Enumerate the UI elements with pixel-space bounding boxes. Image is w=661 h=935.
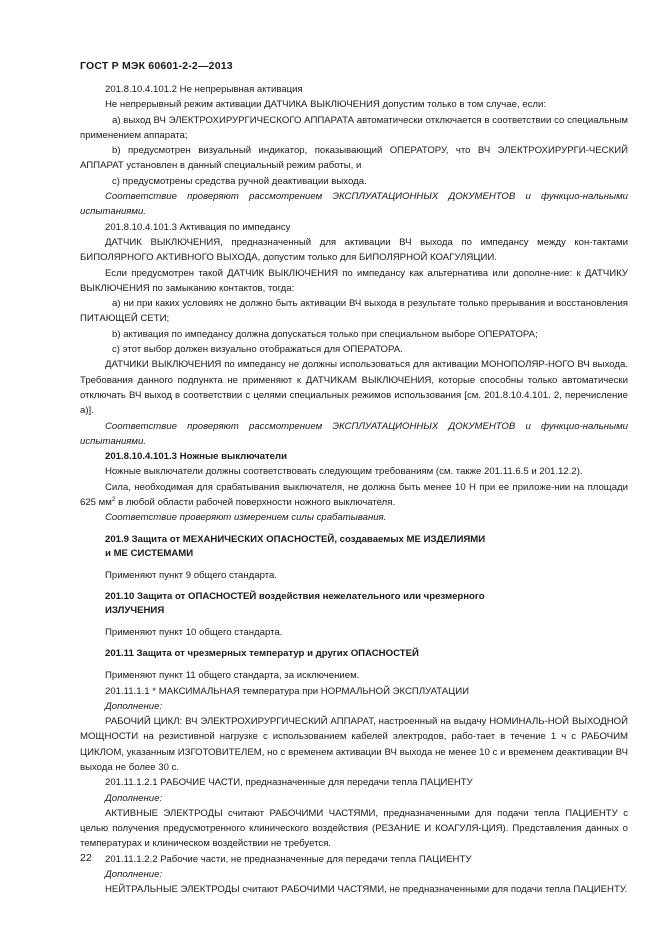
- compliance-note: Соответствие проверяют рассмотрением ЭКСПЛУАТАЦИОННЫХ ДОКУМЕНТОВ и функцио-нальными испытаниями.: [80, 420, 628, 447]
- clause-heading: 201.11.1.2.1 РАБОЧИЕ ЧАСТИ, предназначенные для передачи тепла ПАЦИЕНТУ: [105, 777, 473, 789]
- paragraph: Если предусмотрен такой ДАТЧИК ВЫКЛЮЧЕНИЯ по импедансу как альтернатива или дополне-ние: к ДАТЧИКУ ВЫКЛЮЧЕНИЯ по замыканию контактов, тогда:: [80, 267, 628, 294]
- section-title-line: и МЕ СИСТЕМАМИ: [105, 547, 194, 559]
- page-body: [80, 82, 628, 898]
- paragraph: Применяют пункт 9 общего стандарта.: [105, 569, 278, 581]
- section-title-line: 201.10 Защита от ОПАСНОСТЕЙ воздействия нежелательного или чрезмерного: [105, 590, 485, 602]
- section-title-line: ИЗЛУЧЕНИЯ: [105, 604, 165, 616]
- section-title-line: 201.9 Защита от МЕХАНИЧЕСКИХ ОПАСНОСТЕЙ, создаваемых МЕ ИЗДЕЛИЯМИ: [105, 533, 486, 545]
- paragraph: ДАТЧИК ВЫКЛЮЧЕНИЯ, предназначенный для активации ВЧ выхода по импедансу между кон-тактами БИПОЛЯРНОГО АКТИВНОГО ВЫХОДА, допустим только для БИПОЛЯРНОЙ КОАГУЛЯЦИИ.: [80, 236, 628, 264]
- list-item: b) предусмотрен визуальный индикатор, показывающий ОПЕРАТОРУ, что ВЧ ЭЛЕКТРОХИРУРГИ-ЧЕСКИЙ АППАРАТ установлен в данный специальный режим работы, и: [80, 145, 628, 172]
- paragraph: ДАТЧИКИ ВЫКЛЮЧЕНИЯ по импедансу не должны использоваться для активации МОНОПОЛЯР-НОГО ВЧ выхода. Требования данного подпункта не применяют к ДАТЧИКАМ ВЫКЛЮЧЕНИЯ, которые способны только автоматически отключать ВЧ выход в соответствии с целями специальных режимов использования [см. 201.8.10.4.101. 2, перечисление а)].: [80, 359, 628, 417]
- page-number: 22: [80, 852, 92, 864]
- clause-heading: 201.11.1.2.2 Рабочие части, не предназначенные для передачи тепла ПАЦИЕНТУ: [105, 853, 472, 865]
- paragraph: РАБОЧИЙ ЦИКЛ: ВЧ ЭЛЕКТРОХИРУРГИЧЕСКИЙ АППАРАТ, настроенный на выдачу НОМИНАЛЬ-НОЙ ВЫХОДНОЙ МОЩНОСТИ на резистивной нагрузке с использованием кабелей электродов, рабо-тает в течение 1 ч с РАБОЧИМ ЦИКЛОМ, указанным ИЗГОТОВИТЕЛЕМ, но с временем активации ВЧ выхода не менее 10 с и временем деактивации ВЧ выхода не более 30 с.: [80, 716, 628, 773]
- paragraph: Применяют пункт 11 общего стандарта, за исключением.: [105, 670, 360, 682]
- paragraph: АКТИВНЫЕ ЭЛЕКТРОДЫ считают РАБОЧИМИ ЧАСТЯМИ, предназначенными для подачи тепла ПАЦИЕНТУ с целью получения предусмотренного клинического воздействия (РЕЗАНИЕ И КОАГУЛЯ-ЦИЯ). Представления данных о температурах и клиническом воздействии не требуется.: [80, 807, 628, 850]
- list-item: c) этот выбор должен визуально отображаться для ОПЕРАТОРА.: [112, 344, 403, 356]
- clause-heading: 201.8.10.4.101.3 Ножные выключатели: [105, 451, 287, 463]
- section-heading-201-10: [80, 590, 628, 618]
- addition-label: Дополнение:: [105, 700, 163, 712]
- paragraph: НЕЙТРАЛЬНЫЕ ЭЛЕКТРОДЫ считают РАБОЧИМИ ЧАСТЯМИ, не предназначенными для подачи тепла ПАЦИЕНТУ.: [105, 884, 628, 896]
- addition-label: Дополнение:: [105, 869, 163, 881]
- paragraph: Ножные выключатели должны соответствовать следующим требованиям (см. также 201.11.6.5 и 201.12.2).: [105, 466, 583, 478]
- section-heading-201-9: [80, 533, 628, 561]
- document-header: ГОСТ Р МЭК 60601-2-2—2013: [80, 60, 233, 72]
- compliance-note: Соответствие проверяют рассмотрением ЭКСПЛУАТАЦИОННЫХ ДОКУМЕНТОВ и функцио-нальными испытаниями.: [80, 191, 628, 218]
- clause-heading: 201.8.10.4.101.3 Активация по импедансу: [105, 221, 291, 233]
- clause-heading: 201.11.1.1 * МАКСИМАЛЬНАЯ температура при НОРМАЛЬНОЙ ЭКСПЛУАТАЦИИ: [105, 685, 470, 697]
- list-item: a) ни при каких условиях не должно быть активации ВЧ выхода в результате только прерывания и восстановления ПИТАЮЩЕЙ СЕТИ;: [80, 298, 628, 325]
- addition-label: Дополнение:: [105, 792, 163, 804]
- force-text: Сила, необходимая для срабатывания выключателя, не должна быть менее 10 Н при ее приложе-нии на площади 625 мм: [80, 481, 628, 509]
- list-item: b) активация по импедансу должна допускаться только при специальном выборе ОПЕРАТОРА;: [112, 328, 538, 340]
- clause-heading: 201.8.10.4.101.2 Не непрерывная активация: [105, 84, 303, 95]
- list-item: a) выход ВЧ ЭЛЕКТРОХИРУРГИЧЕСКОГО АППАРАТА автоматически отключается в соответствии со специальным применением аппарата;: [80, 114, 628, 141]
- section-heading-201-11: [80, 647, 628, 661]
- force-text-end: в любой области рабочей поверхности ножного выключателя.: [115, 497, 396, 509]
- compliance-note: Соответствие проверяют измерением силы срабатывания.: [105, 512, 387, 524]
- paragraph: [80, 480, 628, 511]
- paragraph: Применяют пункт 10 общего стандарта.: [105, 626, 283, 638]
- section-title-line: 201.11 Защита от чрезмерных температур и других ОПАСНОСТЕЙ: [105, 648, 419, 660]
- list-item: c) предусмотрены средства ручной деактивации выхода.: [112, 175, 367, 187]
- superscript: 2: [111, 495, 116, 503]
- paragraph: Не непрерывный режим активации ДАТЧИКА ВЫКЛЮЧЕНИЯ допустим только в том случае, если:: [105, 99, 547, 111]
